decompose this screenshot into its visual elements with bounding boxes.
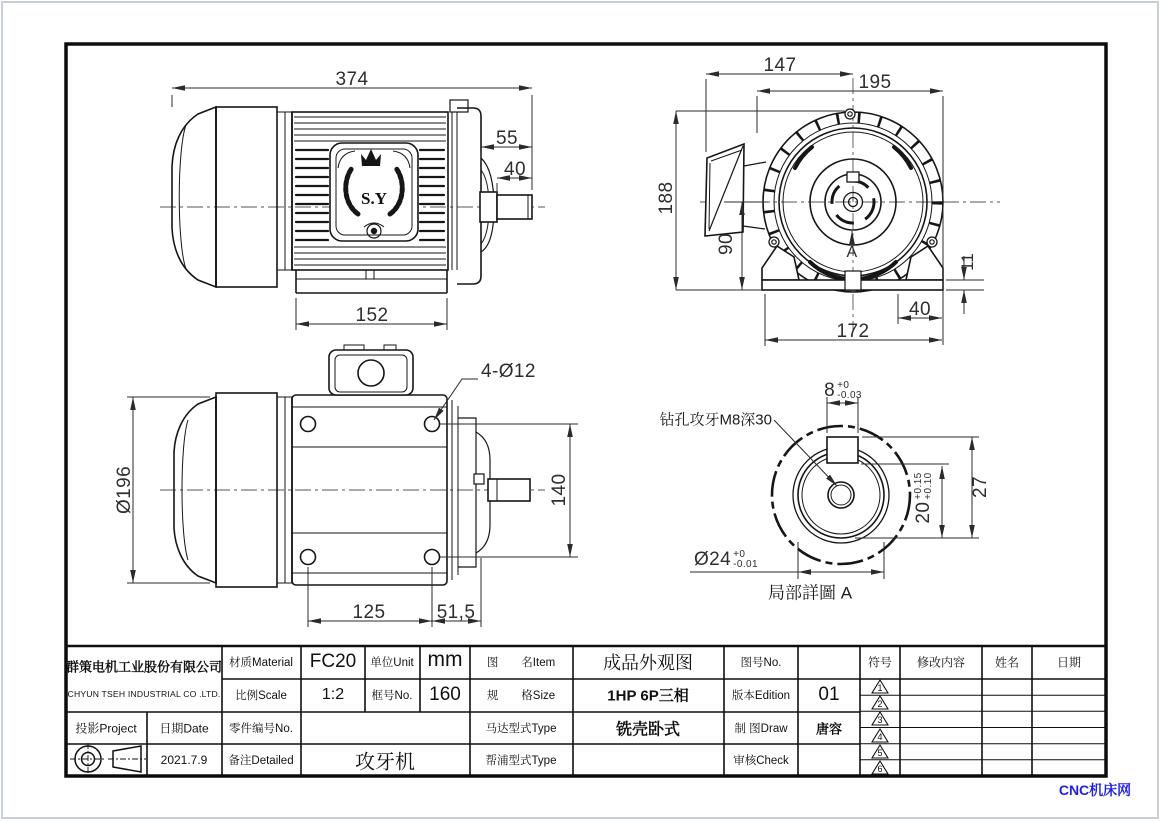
detail-ref-label: A [846,244,858,261]
rev-content-header: 修改内容 [916,655,966,670]
item-value: 成品外观图 [603,653,693,673]
detail-view [772,426,910,564]
rev-mark-2: 2 [877,699,883,709]
date-label: 日期Date [159,721,209,736]
terminal-box [705,144,766,236]
dim-mount-holes: 4-Ø12 [481,361,536,382]
pump-type-label: 帮浦型式Type [485,755,557,767]
frame-no-value: 160 [429,684,461,705]
dim-foot-length: 152 [355,305,389,326]
note-label: 备注Detailed [228,755,294,767]
note-value: 攻牙机 [355,751,415,774]
rev-mark-5: 5 [877,748,883,758]
scale-value: 1:2 [321,686,345,703]
top-view-dimensions [127,379,578,627]
material-value: FC20 [309,651,357,672]
dim-box-to-center: 147 [763,55,797,76]
dim-shaft-dia: Ø24 +0 -0.01 [694,548,758,570]
rev-symbol-header: 符号 [867,655,893,670]
dim-hole-pitch: 125 [352,602,386,623]
draw-label: 制 图Draw [734,723,788,735]
date-value: 2021.7.9 [160,753,208,767]
drafter-value: 唐容 [815,721,843,737]
item-label: 图 名Item [486,657,556,669]
dim-center-height: 90 [716,233,737,255]
detail-caption: 局部詳圖 A [767,583,853,603]
rev-mark-6: 6 [877,764,883,774]
motor-type-label: 马达型式Type [485,723,557,735]
material-label: 材质Material [229,657,293,669]
dim-key-width: 8 +0 -0.03 [824,379,862,401]
unit-value: mm [427,648,463,671]
dim-height: 188 [656,181,677,215]
tap-note: 钻孔攻牙M8深30 [659,411,772,429]
dim-hole-span: 140 [549,473,570,507]
dim-shaft-ext: 40 [504,159,526,180]
company-name-cn: 群策电机工业股份有限公司 [65,659,223,675]
front-view [700,78,1000,330]
side-view [160,100,545,293]
dim-foot-width: 172 [836,321,870,342]
dim-overall-length: 374 [335,69,369,90]
motor-type-value: 铣壳卧式 [615,721,681,739]
dim-key-top: 27 [970,476,991,498]
edition-label: 版本Edition [731,690,791,702]
edition-value: 01 [818,684,840,705]
scale-label: 比例Scale [235,690,287,702]
company-name-en: CHYUN TSEH INDUSTRIAL CO .LTD. [67,689,221,699]
dim-foot-offset: 40 [909,299,931,320]
rev-date-header: 日期 [1056,655,1082,670]
dim-shaft-total: 55 [496,128,518,149]
dim-width-right: 195 [858,72,892,93]
rev-mark-3: 3 [877,715,883,725]
size-label: 规 格Size [486,690,556,702]
drawing-no-label: 图号No. [740,657,782,669]
rev-mark-4: 4 [877,732,883,742]
frame-no-label: 框号No. [371,690,413,702]
rev-mark-1: 1 [877,683,883,693]
project-label: 投影Project [75,721,137,736]
unit-label: 单位Unit [370,657,414,669]
dim-key-height: 20 +0.15 +0.10 [912,472,934,524]
part-no-label: 零件编号No. [229,723,293,735]
size-value: 1HP 6P三相 [607,687,689,705]
check-label: 审核Check [733,755,789,767]
dim-foot-pad: 11 [958,253,977,271]
dim-hole-to-face: 51,5 [436,602,476,623]
watermark: CNC机床网 [1058,782,1132,798]
dim-frame-dia: Ø196 [114,465,135,515]
sy-logo-text: S.Y [361,189,387,208]
rev-name-header: 姓名 [994,655,1020,670]
projection-symbol-icon [70,743,146,775]
